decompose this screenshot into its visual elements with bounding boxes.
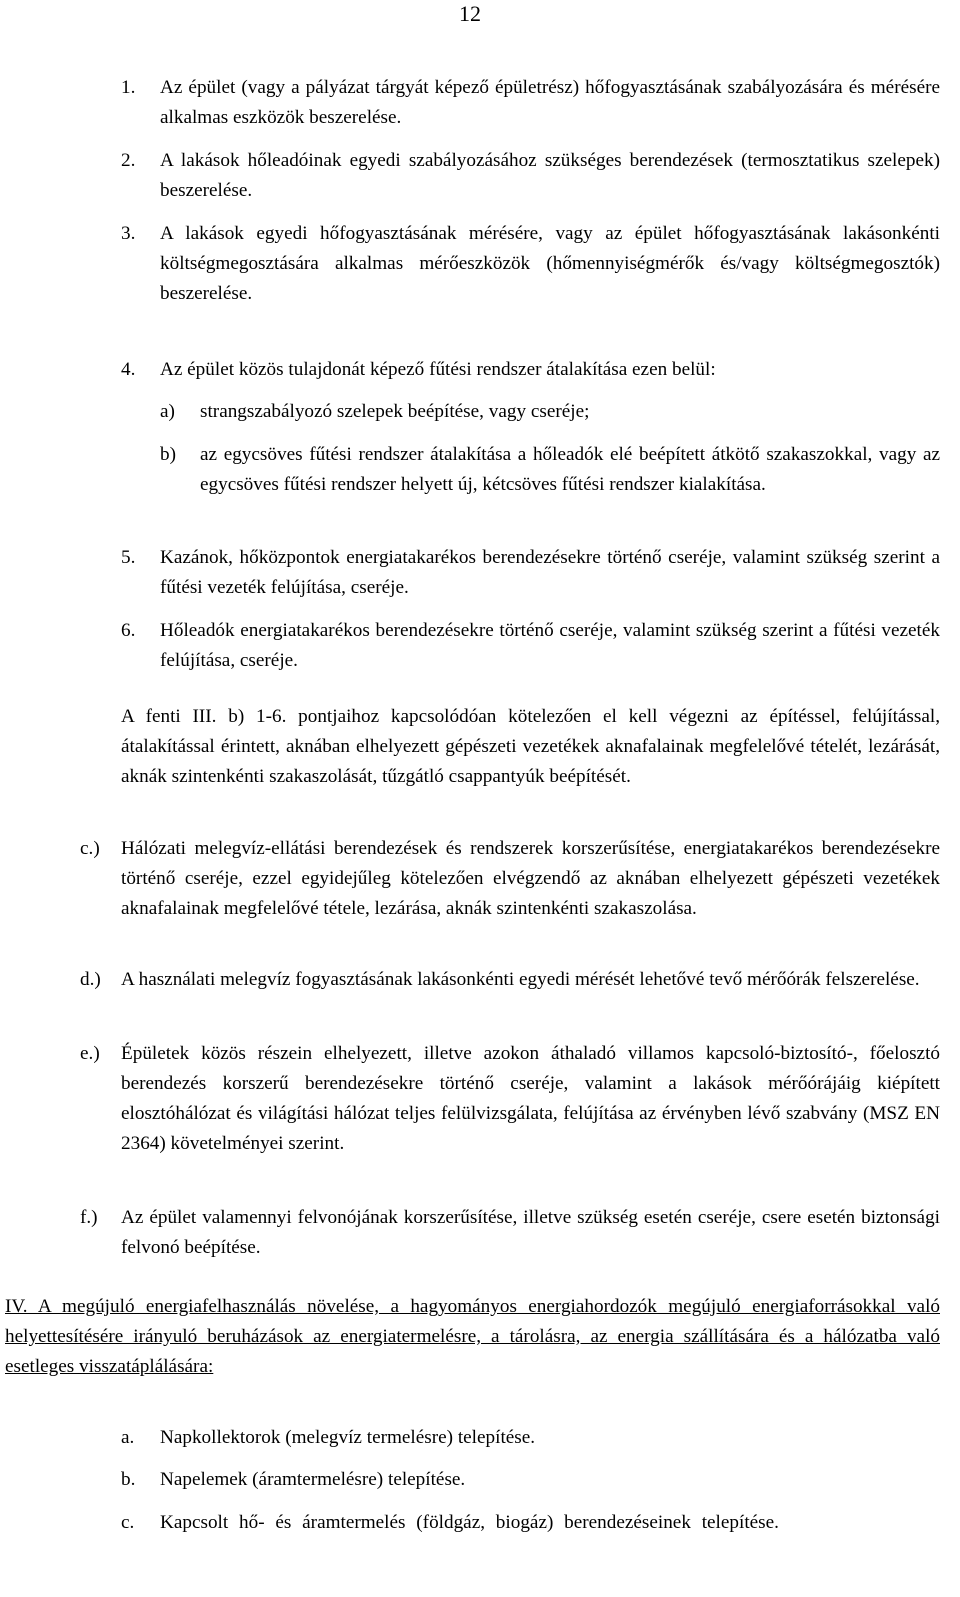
- list-item-number: 3.: [121, 223, 136, 244]
- list-item-number: 1.: [121, 77, 136, 98]
- list-item-text: Napkollektorok (melegvíz termelésre) telepítése.: [160, 1427, 536, 1448]
- list-item-label: c.: [121, 1512, 135, 1533]
- list-item-text: A használati melegvíz fogyasztásának lakásonkénti egyedi mérését lehetővé tevő mérőórák felszerelése.: [121, 969, 920, 990]
- sub-item-label: b): [160, 444, 176, 465]
- list-item-text: Az épület (vagy a pályázat tárgyát képező épületrész) hőfogyasztásának szabályozására és mérésére alkalmas eszközök beszerelése.: [160, 77, 940, 128]
- note-paragraph: A fenti III. b) 1-6. pontjaihoz kapcsolódóan kötelezően el kell végezni az építéssel, felújítással, átalakítással érintett, aknában elhelyezett gépészeti vezetékek aknafalainak megfelelővé tételét, lezárását, aknák szintenkénti szakaszolását, tűzgátló csappantyúk beépítését.: [121, 706, 940, 787]
- sub-item-text: strangszabályozó szelepek beépítése, vagy cseréje;: [200, 401, 590, 422]
- list-item-number: 4.: [121, 359, 136, 380]
- list-item-number: 6.: [121, 620, 136, 641]
- list-item-label: d.): [80, 969, 101, 990]
- list-item-text: Hálózati melegvíz-ellátási berendezések és rendszerek korszerűsítése, energiatakarékos berendezésekre történő cseréje, ezzel egyidejűleg kötelezően elvégzendő az aknában elhelyezett gépészeti vezetékek aknafalainak megfelelővé tétele, lezárása, aknák szintenkénti szakaszolása.: [121, 838, 940, 919]
- list-item-number: 5.: [121, 547, 136, 568]
- list-item-label: f.): [80, 1207, 98, 1228]
- list-item-label: c.): [80, 838, 100, 859]
- list-item-text: Hőleadók energiatakarékos berendezésekre történő cseréje, valamint szükség szerint a fűtési vezeték felújítása, cseréje.: [160, 620, 940, 671]
- list-item-number: 2.: [121, 150, 136, 171]
- list-item-text: Kapcsolt hő- és áramtermelés (földgáz, biogáz) berendezéseinek telepítése.: [160, 1512, 779, 1533]
- list-item-label: b.: [121, 1469, 136, 1490]
- sub-item-text: az egycsöves fűtési rendszer átalakítása a hőleadók elé beépített átkötő szakaszokkal, vagy az egycsöves fűtési rendszer helyett új, kétcsöves fűtési rendszer kialakítása.: [200, 444, 940, 495]
- list-item-text: Napelemek (áramtermelésre) telepítése.: [160, 1469, 466, 1490]
- section-iv-heading: IV. A megújuló energiafelhasználás növelése, a hagyományos energiahordozók megújuló energiaforrásokkal való helyettesítésére irányuló beruházások az energiatermelésre, a tárolásra, az energia szállítására és a hálózatba való esetleges visszatáplálására:: [5, 1296, 940, 1377]
- sub-item-label: a): [160, 401, 175, 422]
- list-item-label: e.): [80, 1043, 100, 1064]
- list-item-text: Az épület valamennyi felvonójának korszerűsítése, illetve szükség esetén cseréje, csere esetén biztonsági felvonó beépítése.: [121, 1207, 940, 1258]
- list-item-text: A lakások egyedi hőfogyasztásának mérésére, vagy az épület hőfogyasztásának lakásonkénti költségmegosztására alkalmas mérőeszközök (hőmennyiségmérők és/vagy költségmegosztók) beszerelése.: [160, 223, 940, 304]
- page-number: 12: [459, 1, 481, 26]
- list-item-label: a.: [121, 1427, 135, 1448]
- list-item-text: Az épület közös tulajdonát képező fűtési rendszer átalakítása ezen belül:: [160, 359, 716, 380]
- list-item-text: Kazánok, hőközpontok energiatakarékos berendezésekre történő cseréje, valamint szükség szerint a fűtési vezeték felújítása, cseréje.: [160, 547, 940, 598]
- list-item-text: Épületek közös részein elhelyezett, illetve azokon áthaladó villamos kapcsoló-biztosító-, főelosztó berendezés korszerű berendezésekre történő cseréje, valamint a lakások mérőórájáig kiépített elosztóhálózat és világítási hálózat teljes felülvizsgálata, felújítása az érvényben lévő szabvány (MSZ EN 2364) követelményei szerint.: [121, 1043, 940, 1154]
- list-item-text: A lakások hőleadóinak egyedi szabályozásához szükséges berendezések (termosztatikus szelepek) beszerelése.: [160, 150, 940, 201]
